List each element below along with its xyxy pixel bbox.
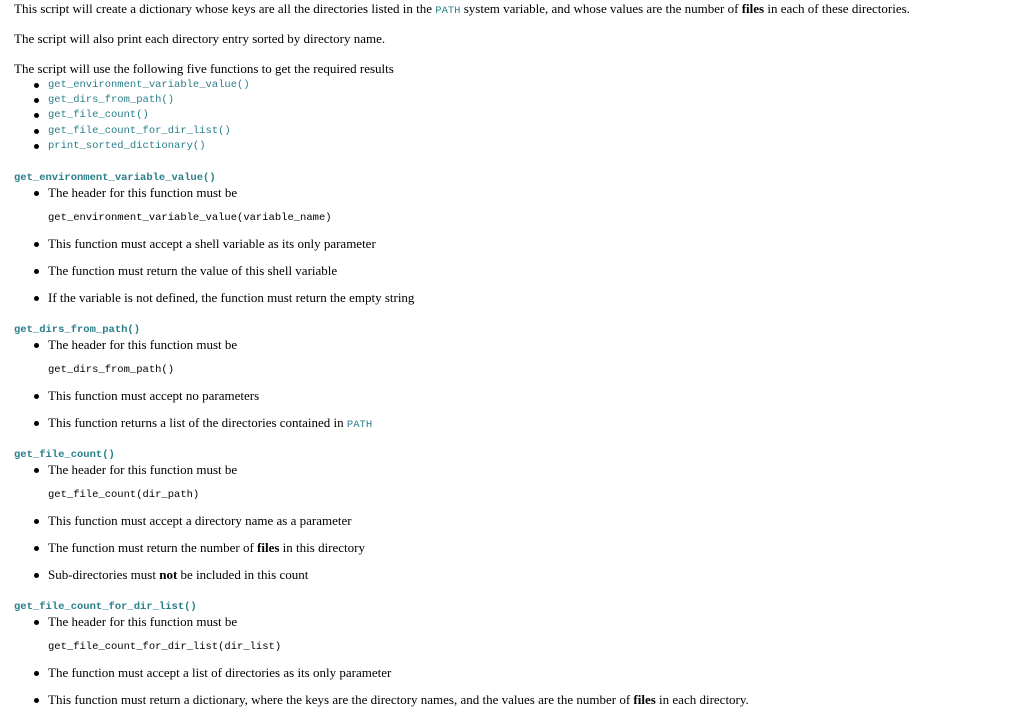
code-line: get_environment_variable_value(variable_name) (48, 212, 332, 224)
bullet-item: The function must accept a list of directories as its only parameter (48, 665, 392, 680)
function-list-item: get_environment_variable_value() (48, 79, 250, 91)
files-bold: files (633, 692, 656, 707)
bullet-item: The header for this function must be (48, 185, 238, 200)
bullet-item (48, 567, 308, 583)
bullet-item (48, 540, 365, 556)
intro-paragraph-3: The script will use the following five functions to get the required results (14, 61, 394, 76)
not-bold: not (159, 567, 178, 582)
bullet-item: If the variable is not defined, the function must return the empty string (48, 290, 415, 305)
bullet-text: This function must return a dictionary, where the keys are the directory names, and the values are the number of (48, 692, 634, 707)
files-bold: files (741, 1, 765, 16)
intro-text: This script will create a dictionary whose keys are all the directories listed in the (14, 1, 436, 16)
bullet-text: be included in this count (177, 567, 309, 582)
bullet-text: Sub-directories must (48, 567, 160, 582)
bullet-item: The function must return the value of this shell variable (48, 263, 338, 278)
intro-text: in each of these directories. (764, 1, 910, 16)
files-bold: files (257, 540, 280, 555)
intro-text: system variable, and whose values are the number of (460, 1, 742, 16)
function-list-item: get_file_count() (48, 109, 149, 121)
bullet-text: in this directory (279, 540, 365, 555)
bullet-item: The header for this function must be (48, 337, 238, 352)
code-line: get_file_count(dir_path) (48, 489, 200, 501)
path-code: PATH (435, 5, 461, 17)
function-list-item: get_file_count_for_dir_list() (48, 125, 231, 137)
bullet-item: This function must accept no parameters (48, 388, 260, 403)
bullet-item: This function must accept a shell variable as its only parameter (48, 236, 376, 251)
function-list-item: print_sorted_dictionary() (48, 140, 206, 152)
bullet-text: This function returns a list of the directories contained in (48, 415, 347, 430)
bullet-item: The header for this function must be (48, 614, 238, 629)
bullet-item: The header for this function must be (48, 462, 238, 477)
bullet-text: The function must return the number of (48, 540, 258, 555)
function-list-item: get_dirs_from_path() (48, 94, 175, 106)
bullet-item: This function must accept a directory name as a parameter (48, 513, 352, 528)
section-heading: get_file_count_for_dir_list() (14, 601, 197, 613)
section-heading: get_dirs_from_path() (14, 324, 141, 336)
intro-paragraph-1 (14, 1, 910, 19)
code-line: get_dirs_from_path() (48, 364, 175, 376)
bullet-item (48, 415, 372, 433)
code-line: get_file_count_for_dir_list(dir_list) (48, 641, 282, 653)
section-heading: get_file_count() (14, 449, 115, 461)
intro-paragraph-2: The script will also print each directory entry sorted by directory name. (14, 31, 386, 46)
bullet-text: in each directory. (655, 692, 749, 707)
bullet-item (48, 692, 749, 708)
section-heading: get_environment_variable_value() (14, 172, 216, 184)
path-code: PATH (346, 419, 373, 431)
